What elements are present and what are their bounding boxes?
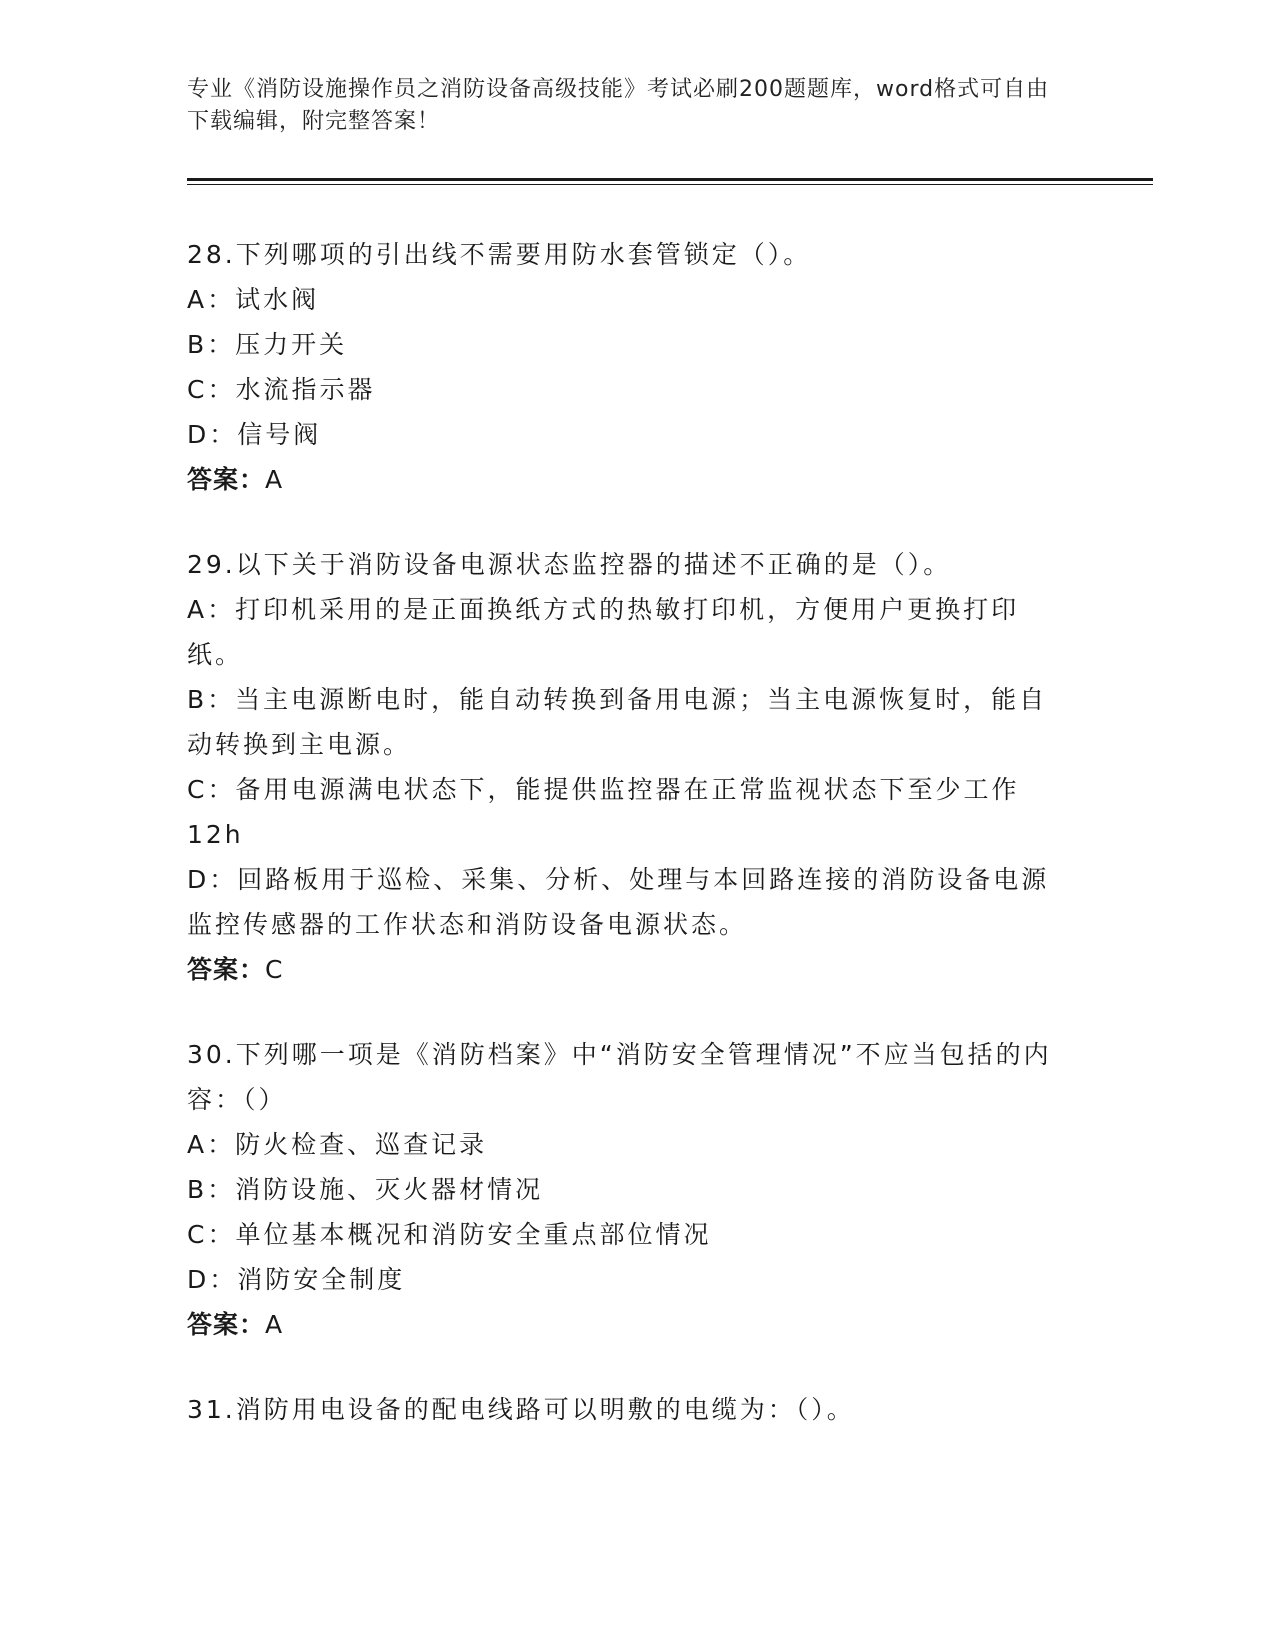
option-a: A：试水阀 [187,285,320,314]
answer-line [187,1302,1067,1347]
question-stem: 29.以下关于消防设备电源状态监控器的描述不正确的是（）。 [187,550,952,579]
answer-value: A [265,465,284,494]
question-list [187,232,1067,1472]
answer-label: 答案： [187,1310,266,1339]
option-c: C：备用电源满电状态下，能提供监控器在正常监视状态下至少工作12h [187,775,1020,849]
option-d: D：回路板用于巡检、采集、分析、处理与本回路连接的消防设备电源监控传感器的工作状态和消防设备电源状态。 [187,865,1050,939]
option-a: A：防火检查、巡查记录 [187,1130,488,1159]
document-header-text: 专业《消防设施操作员之消防设备高级技能》考试必刷200题题库，word格式可自由下载编辑，附完整答案！ [187,77,1050,134]
option-b: B：当主电源断电时，能自动转换到备用电源；当主电源恢复时，能自动转换到主电源。 [187,685,1048,759]
header-divider-thick [187,178,1153,181]
header-divider-thin [187,184,1153,185]
option-d: D：消防安全制度 [187,1265,406,1294]
question-stem: 31.消防用电设备的配电线路可以明敷的电缆为：（）。 [187,1395,855,1424]
answer-line [187,947,1067,992]
option-a: A：打印机采用的是正面换纸方式的热敏打印机，方便用户更换打印纸。 [187,595,1020,669]
option-b: B：压力开关 [187,330,348,359]
answer-line [187,457,1067,502]
question-31 [187,1387,1067,1432]
question-28 [187,232,1067,502]
question-30 [187,1032,1067,1347]
question-stem: 28.下列哪项的引出线不需要用防水套管锁定（）。 [187,240,812,269]
answer-value: C [265,955,284,984]
option-c: C：单位基本概况和消防安全重点部位情况 [187,1220,712,1249]
option-c: C：水流指示器 [187,375,376,404]
answer-value: A [265,1310,284,1339]
question-29 [187,542,1067,992]
answer-label: 答案： [187,955,266,984]
question-stem: 30.下列哪一项是《消防档案》中“消防安全管理情况”不应当包括的内容：（） [187,1040,1052,1114]
option-b: B：消防设施、灭火器材情况 [187,1175,544,1204]
option-d: D：信号阀 [187,420,322,449]
answer-label: 答案： [187,465,266,494]
